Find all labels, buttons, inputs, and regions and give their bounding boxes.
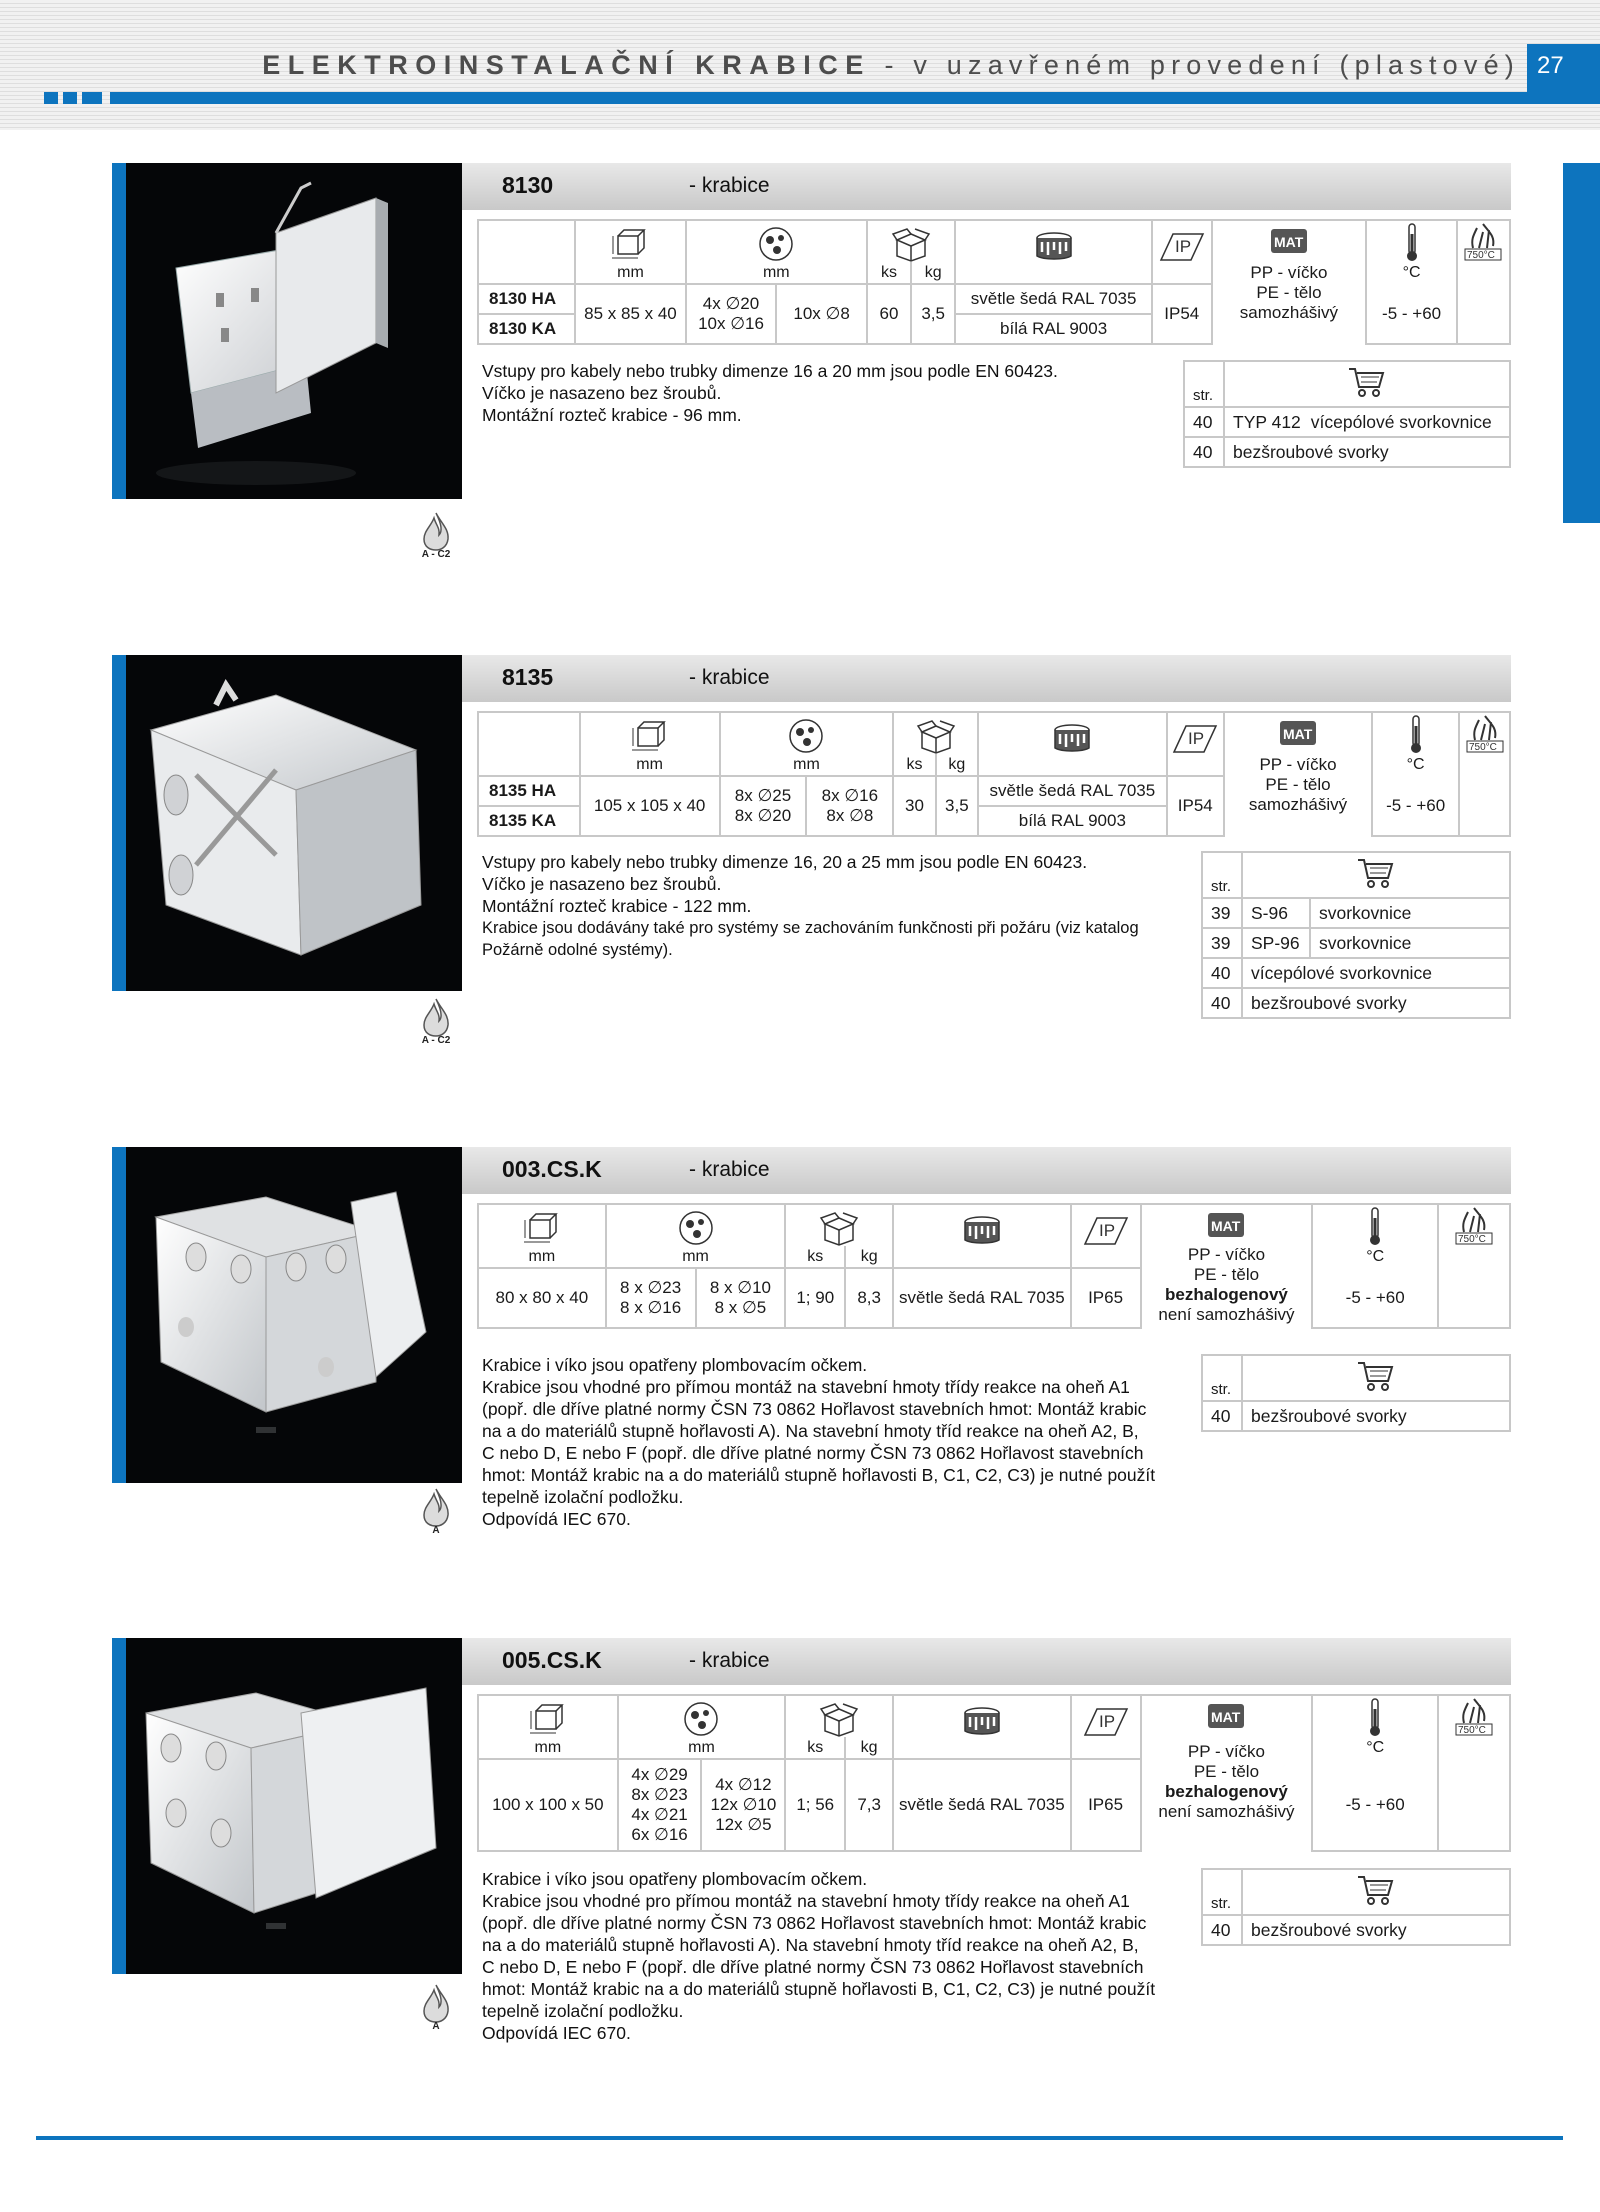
ref-row: 40 bezšroubové svorky	[1202, 988, 1510, 1018]
spec-table: IP MAT PP - víčko PE - tělo samozhášivý 750°C mm mm ks kg °C 8135 HA 105 x 105 x 40 8x ∅25 8x ∅20 8x ∅16 8x ∅8 30 3,5 světle šedá RAL 7035 IP54 -5 - +60 8135 KA bílá RAL 9003	[477, 711, 1511, 837]
package-box-icon	[916, 720, 956, 754]
material-mat-icon	[1206, 1702, 1246, 1732]
color-sample-icon	[962, 1707, 1002, 1737]
glow-wire-750-icon	[1454, 1697, 1494, 1737]
page-number: 27	[1527, 44, 1600, 92]
svg-text:MAT: MAT	[1211, 1709, 1241, 1725]
accessory-refs: str. 40 bezšroubové svorky	[1201, 1354, 1511, 1432]
package-box-icon	[891, 228, 931, 262]
header-rule	[110, 92, 1600, 104]
svg-text:MAT: MAT	[1273, 234, 1304, 250]
shopping-cart-icon	[1356, 856, 1396, 890]
page-title: ELEKTROINSTALAČNÍ KRABICE - v uzavřeném provedení (plastové)	[262, 50, 1520, 80]
ref-row: 40 bezšroubové svorky	[1202, 1401, 1510, 1431]
flame-rating: A	[414, 1983, 458, 2032]
variant-code: 8135 KA	[478, 806, 580, 836]
thermometer-icon	[1409, 714, 1423, 754]
thermometer-icon	[1368, 1206, 1382, 1246]
shopping-cart-icon	[1347, 365, 1387, 399]
svg-text:IP: IP	[1188, 729, 1205, 748]
flame-rating: A	[414, 1487, 458, 1536]
ref-row: 40 bezšroubové svorky	[1202, 1915, 1510, 1945]
thermometer-icon	[1368, 1697, 1382, 1737]
product-notes: Vstupy pro kabely nebo trubky dimenze 16, 20 a 25 mm jsou podle EN 60423. Víčko je nasazeno bez šroubů. Montážní rozteč krabice - 122 mm. Krabice jsou dodávány také pro systémy se zachováním funkčnosti při požáru (viz katalog Požárně odolné systémy).	[482, 852, 1139, 959]
ref-row: 40 vícepólové svorkovnice	[1202, 958, 1510, 988]
material-mat-icon	[1278, 719, 1318, 749]
dimensions-box-icon	[628, 718, 672, 754]
product-desc: - krabice	[689, 174, 770, 197]
product-desc: - krabice	[689, 1649, 770, 1672]
variant-code: 8130 HA	[478, 284, 575, 314]
product-photo	[112, 1638, 462, 1974]
variant-code: 8135 HA	[478, 776, 580, 806]
accessory-refs: str. 40 TYP 412 vícepólové svorkovnice 40 bezšroubové svorky	[1183, 360, 1511, 468]
cable-entry-icon	[758, 226, 794, 262]
product-notes: Krabice i víko jsou opatřeny plombovacím očkem. Krabice jsou vhodné pro přímou montáž na stavební hmoty třídy reakce na oheň A1 (popř. dle dříve platné normy ČSN 73 0862 Hořlavost stavebních hmot: Montáž krabic na a do materiálů stupně hořlavosti A). Na stavební hmoty tříd reakce na oheň A2, B, C nebo D, E nebo F (popř. dle dříve platné normy ČSN 73 0862 Hořlavost stavebních hmot: Montáž krabic na a do materiálů stupně hořlavosti B, C1, C2, C3) je nutné použít tepelně izolační podložku. Odpovídá IEC 670.	[482, 1869, 1156, 2043]
ip-rating-icon	[1083, 1216, 1129, 1246]
svg-text:750°C: 750°C	[1468, 742, 1497, 753]
product-code: 005.CS.K	[502, 1647, 602, 1673]
color-sample-icon	[1034, 232, 1074, 262]
flame-rating-icon	[421, 511, 451, 551]
product-title-bar	[462, 655, 1511, 702]
dimensions-box-icon	[608, 226, 652, 262]
cable-entry-icon	[678, 1210, 714, 1246]
cable-entry-icon	[788, 718, 824, 754]
accessory-refs: str. 40 bezšroubové svorky	[1201, 1868, 1511, 1946]
product-photo	[112, 163, 462, 499]
svg-text:750°C: 750°C	[1467, 250, 1496, 261]
flame-rating-icon	[421, 1487, 451, 1527]
glow-wire-750-icon	[1463, 222, 1503, 262]
product-title-bar	[462, 1147, 1511, 1194]
svg-text:IP: IP	[1174, 237, 1191, 256]
variant-code: 8130 KA	[478, 314, 575, 344]
ip-rating-icon	[1159, 232, 1205, 262]
svg-text:MAT: MAT	[1283, 726, 1313, 742]
product-desc: - krabice	[689, 1158, 770, 1181]
svg-text:IP: IP	[1098, 1712, 1115, 1731]
ref-row: 40 TYP 412 vícepólové svorkovnice	[1184, 407, 1510, 437]
material-mat-icon	[1206, 1211, 1246, 1241]
ref-row: 39 SP-96 svorkovnice	[1202, 928, 1510, 958]
flame-rating-icon	[421, 1983, 451, 2023]
side-tab	[1563, 163, 1600, 523]
color-sample-icon	[962, 1216, 1002, 1246]
shopping-cart-icon	[1356, 1873, 1396, 1907]
ref-row: 39 S-96 svorkovnice	[1202, 898, 1510, 928]
glow-wire-750-icon	[1465, 714, 1505, 754]
product-desc: - krabice	[689, 666, 770, 689]
color-sample-icon	[1052, 724, 1092, 754]
cable-entry-icon	[683, 1701, 719, 1737]
package-box-icon	[819, 1212, 859, 1246]
package-box-icon	[819, 1703, 859, 1737]
spec-table: IP MAT PP - víčko PE - tělo bezhalogenový není samozhášivý 750°C mm mm ks kg °C 80 x 80 x 40 8 x ∅23 8 x ∅16 8 x ∅10 8 x ∅5 1; 90 8,3 světle šedá RAL 7035 IP65 -5 - +60	[477, 1203, 1511, 1329]
shopping-cart-icon	[1356, 1359, 1396, 1393]
footer-rule	[36, 2136, 1563, 2140]
dimensions-box-icon	[520, 1210, 564, 1246]
flame-rating-icon	[421, 997, 451, 1037]
product-code: 8130	[502, 172, 554, 198]
product-notes: Krabice i víko jsou opatřeny plombovacím očkem. Krabice jsou vhodné pro přímou montáž na stavební hmoty třídy reakce na oheň A1 (popř. dle dříve platné normy ČSN 73 0862 Hořlavost stavebních hmot: Montáž krabic na a do materiálů stupně hořlavosti A). Na stavební hmoty tříd reakce na oheň A2, B, C nebo D, E nebo F (popř. dle dříve platné normy ČSN 73 0862 Hořlavost stavebních hmot: Montáž krabic na a do materiálů stupně hořlavosti B, C1, C2, C3) je nutné použít tepelně izolační podložku. Odpovídá IEC 670.	[482, 1355, 1156, 1529]
dimensions-box-icon	[526, 1701, 570, 1737]
header-squares	[44, 92, 102, 104]
ip-rating-icon	[1172, 724, 1218, 754]
spec-table: IP MAT PP - víčko PE - tělo bezhalogenový není samozhášivý 750°C mm mm ks kg °C 100 x 100 x 50 4x ∅29 8x ∅23 4x ∅21 6x ∅16 4x ∅12 12x ∅10 12x ∅5 1; 56 7,3 světle šedá RAL 7035 IP65 -5 - +60	[477, 1694, 1511, 1852]
glow-wire-750-icon	[1454, 1206, 1494, 1246]
svg-text:MAT: MAT	[1211, 1218, 1241, 1234]
product-code: 8135	[502, 664, 554, 690]
product-notes: Vstupy pro kabely nebo trubky dimenze 16 a 20 mm jsou podle EN 60423. Víčko je nasazeno bez šroubů. Montážní rozteč krabice - 96 mm.	[482, 361, 1058, 425]
product-title-bar	[462, 163, 1511, 210]
thermometer-icon	[1405, 222, 1419, 262]
ref-row: 40 bezšroubové svorky	[1184, 437, 1510, 467]
ip-rating-icon	[1083, 1707, 1129, 1737]
product-photo	[112, 1147, 462, 1483]
flame-rating: A - C2	[414, 511, 458, 560]
flame-rating: A - C2	[414, 997, 458, 1046]
svg-text:750°C: 750°C	[1458, 1725, 1486, 1736]
product-photo	[112, 655, 462, 991]
product-title-bar	[462, 1638, 1511, 1685]
spec-table: IP MAT PP - víčko PE - tělo samozhášivý 750°C mm mm ks kg °C 8130 HA 85 x 85 x 40 4x ∅20 10x ∅16 10x ∅8 60 3,5 světle šedá RAL 7035 IP54 -5 - +60 8130 KA bílá RAL 9003	[477, 219, 1511, 345]
product-code: 003.CS.K	[502, 1156, 602, 1182]
material-mat-icon	[1269, 227, 1309, 257]
svg-text:IP: IP	[1098, 1221, 1115, 1240]
accessory-refs: str. 39 S-96 svorkovnice 39 SP-96 svorkovnice 40 vícepólové svorkovnice 40 bezšroubové svorky	[1201, 851, 1511, 1019]
svg-text:750°C: 750°C	[1458, 1234, 1486, 1245]
